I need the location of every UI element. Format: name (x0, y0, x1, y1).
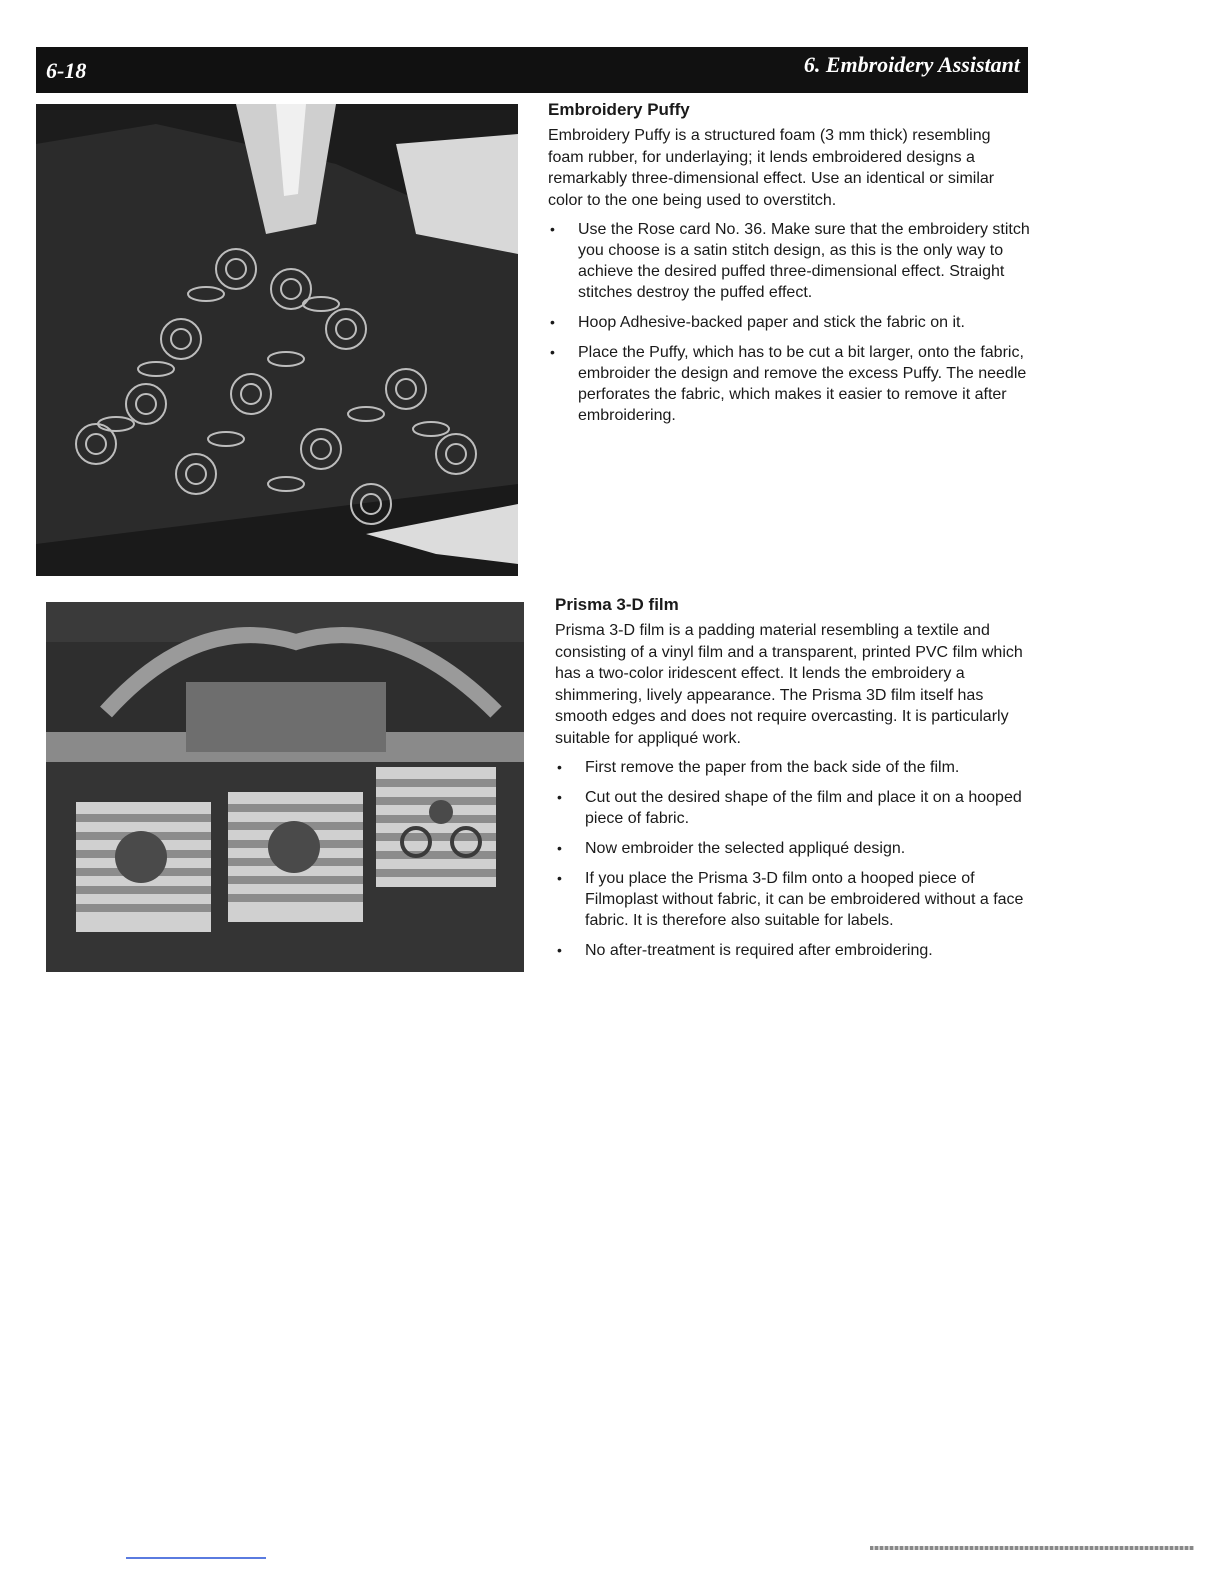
list-item-text: Hoop Adhesive-backed paper and stick the fabric on it. (578, 314, 965, 331)
list-item-text: First remove the paper from the back side of the film. (585, 759, 960, 776)
list-item (555, 940, 1037, 961)
photo-embroidered-roses (36, 104, 518, 576)
pocket-left (76, 802, 211, 932)
pocket-middle (228, 792, 363, 922)
list-item (555, 838, 1037, 859)
pocket-right (376, 767, 496, 887)
list-item-text: Use the Rose card No. 36. Make sure that the embroidery stitch you choose is a satin stitch design, as this is the only way to achieve the desired puffed three-dimensional effect. Straight stitches destroy the puffed effect. (578, 221, 1030, 301)
bullet-glyph: • (557, 840, 562, 856)
list-item-text: Now embroider the selected appliqué design. (585, 840, 906, 857)
bag-illustration (46, 602, 524, 972)
list-item (548, 312, 1030, 333)
list-item-text: Place the Puffy, which has to be cut a bit larger, onto the fabric, embroider the design and remove the excess Puffy. The needle perforates the fabric, which makes it easier to remove it after embroidering. (578, 344, 1027, 424)
page-number: 6-18 (46, 58, 87, 83)
footer-link-line (126, 1557, 266, 1559)
footer-scan-rule (870, 1546, 1194, 1550)
section-title: Embroidery Puffy (548, 100, 690, 119)
bullet-glyph: • (550, 344, 555, 360)
bullet-glyph: • (550, 221, 555, 237)
bullet-glyph: • (557, 870, 562, 886)
list-item-text: If you place the Prisma 3-D film onto a hooped piece of Filmoplast without fabric, it can be embroidered without a face fabric. It is therefore also suitable for labels. (585, 870, 1024, 929)
bullet-glyph: • (557, 942, 562, 958)
list-item (555, 868, 1037, 931)
section-prisma-3d-film (555, 594, 1037, 970)
page-header (36, 47, 1028, 93)
section-title: Prisma 3-D film (555, 595, 679, 614)
chapter-title: 6. Embroidery Assistant (803, 52, 1020, 77)
section-intro: Embroidery Puffy is a structured foam (3 mm thick) resembling foam rubber, for underlaying; it lends embroidered designs a remarkably three-dimensional effect. Use an identical or similar color to the one being used to overstitch. (548, 127, 995, 209)
photo-applique-bag (46, 602, 524, 972)
bullet-list (548, 219, 1030, 426)
bullet-glyph: • (557, 759, 562, 775)
list-item (555, 757, 1037, 778)
bullet-glyph: • (550, 314, 555, 330)
list-item-text: No after-treatment is required after embroidering. (585, 942, 933, 959)
bullet-glyph: • (557, 789, 562, 805)
list-item-text: Cut out the desired shape of the film and place it on a hooped piece of fabric. (585, 789, 1022, 827)
list-item (548, 219, 1030, 303)
section-intro: Prisma 3-D film is a padding material resembling a textile and consisting of a vinyl film and a transparent, printed PVC film which has a two-color iridescent effect. It lends the embroidery a shimmering, lively appearance. The Prisma 3D film itself has smooth edges and does not require overcasting. It is particularly suitable for appliqué work. (555, 622, 1023, 747)
roses-illustration (36, 104, 518, 576)
list-item (548, 342, 1030, 426)
list-item (555, 787, 1037, 829)
bullet-list (555, 757, 1037, 961)
section-embroidery-puffy (548, 99, 1030, 435)
